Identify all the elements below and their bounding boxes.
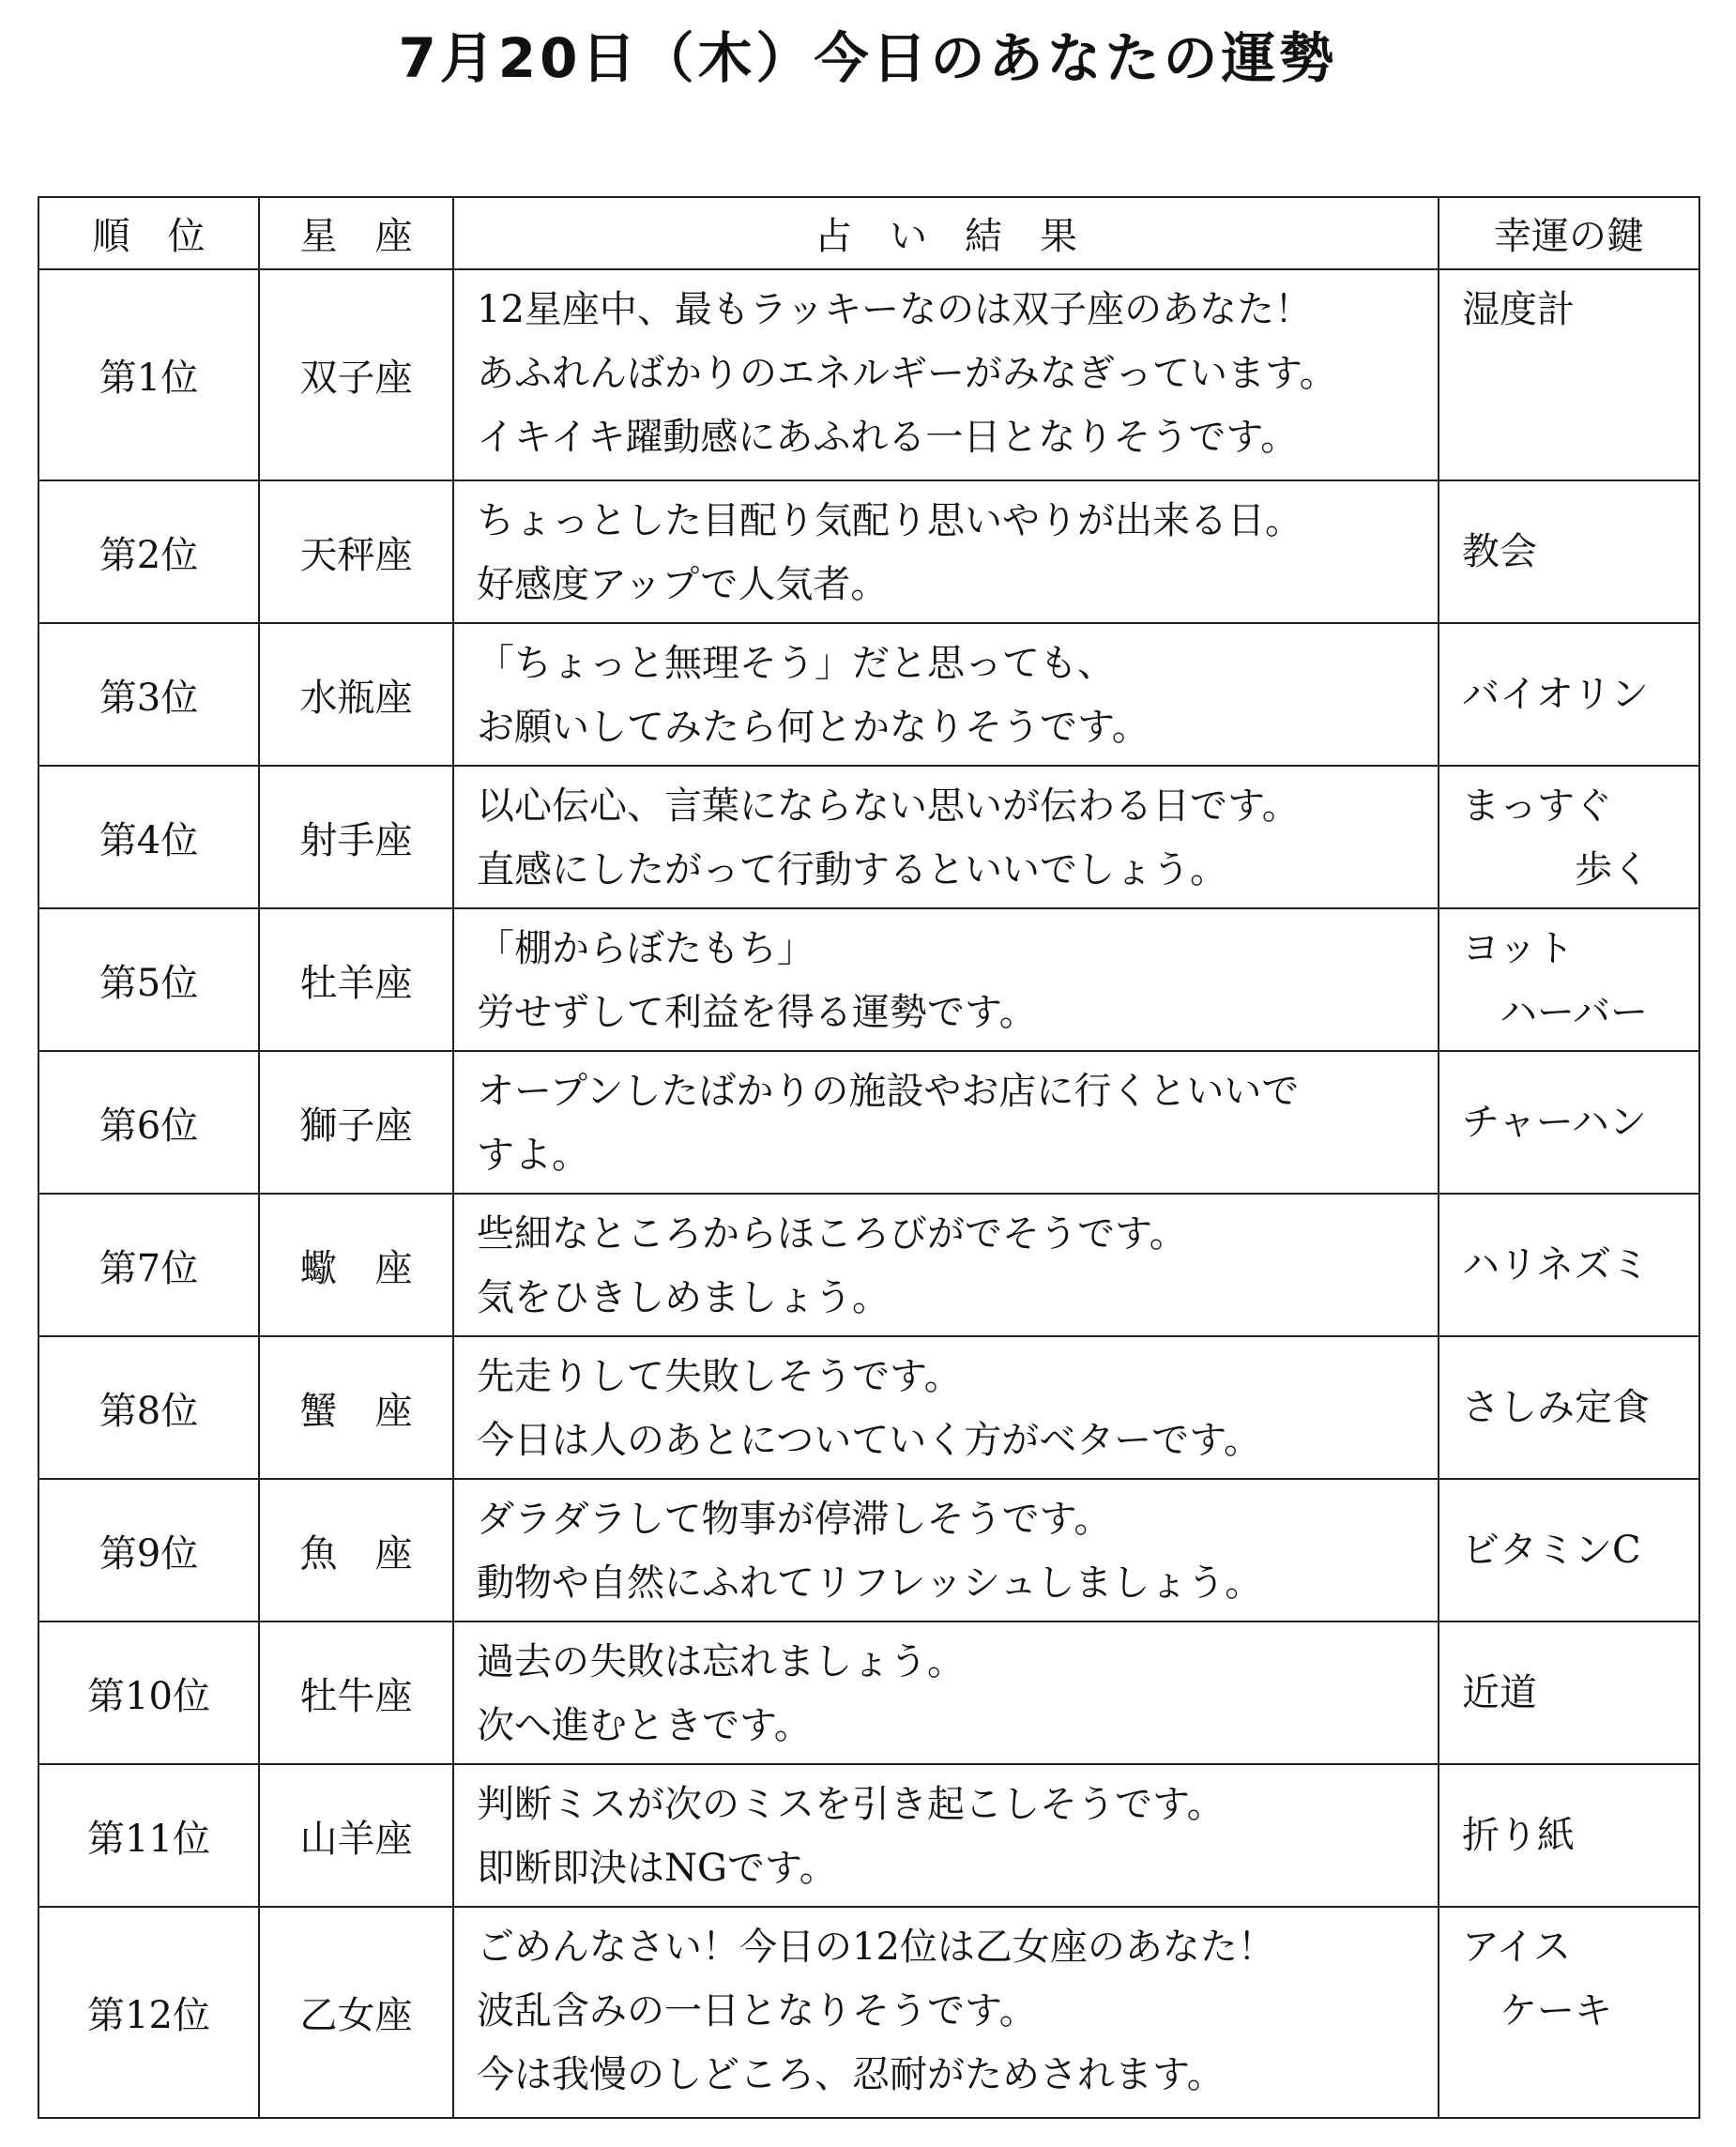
rank-cell: 第11位: [38, 1764, 259, 1907]
rank-cell: 第6位: [38, 1051, 259, 1194]
lucky-key-cell: ヨット ハーバー: [1439, 908, 1699, 1051]
result-cell: 「ちょっと無理そう」だと思っても、 お願いしてみたら何とかなりそうです。: [453, 623, 1439, 766]
rank-cell: 第10位: [38, 1622, 259, 1764]
lucky-key-cell: まっすぐ 歩く: [1439, 766, 1699, 908]
page-title: 7月20日（木）今日のあなたの運勢: [398, 26, 1338, 90]
result-cell: 先走りして失敗しそうです。 今日は人のあとについていく方がベターです。: [453, 1336, 1439, 1479]
table-row: [38, 766, 1699, 908]
table-row: [38, 623, 1699, 766]
header-key: 幸運の鍵: [1439, 197, 1699, 269]
result-cell: 12星座中、最もラッキーなのは双子座のあなた！ あふれんばかりのエネルギーがみなぎっています。 イキイキ躍動感にあふれる一日となりそうです。: [453, 269, 1439, 480]
rank-cell: 第8位: [38, 1336, 259, 1479]
sign-cell: 獅子座: [259, 1051, 453, 1194]
lucky-key-cell: チャーハン: [1439, 1051, 1699, 1194]
result-cell: ダラダラして物事が停滞しそうです。 動物や自然にふれてリフレッシュしましょう。: [453, 1479, 1439, 1622]
rank-cell: 第5位: [38, 908, 259, 1051]
result-cell: 以心伝心、言葉にならない思いが伝わる日です。 直感にしたがって行動するといいでしょう。: [453, 766, 1439, 908]
sign-cell: 双子座: [259, 269, 453, 480]
result-cell: ごめんなさい！今日の12位は乙女座のあなた！ 波乱含みの一日となりそうです。 今は我慢のしどころ、忍耐がためされます。: [453, 1907, 1439, 2118]
table-row: [38, 269, 1699, 480]
rank-cell: 第12位: [38, 1907, 259, 2118]
table-row: [38, 1479, 1699, 1622]
sign-cell: 魚 座: [259, 1479, 453, 1622]
sign-cell: 蠍 座: [259, 1194, 453, 1336]
sign-cell: 牡牛座: [259, 1622, 453, 1764]
header-sign: 星 座: [259, 197, 453, 269]
table-row: [38, 480, 1699, 623]
header-result: 占 い 結 果: [453, 197, 1439, 269]
result-cell: 過去の失敗は忘れましょう。 次へ進むときです。: [453, 1622, 1439, 1764]
sign-cell: 蟹 座: [259, 1336, 453, 1479]
lucky-key-cell: 近道: [1439, 1622, 1699, 1764]
table-row: [38, 1907, 1699, 2118]
result-cell: ちょっとした目配り気配り思いやりが出来る日。 好感度アップで人気者。: [453, 480, 1439, 623]
lucky-key-cell: 湿度計: [1439, 269, 1699, 480]
lucky-key-cell: 折り紙: [1439, 1764, 1699, 1907]
table-row: [38, 1764, 1699, 1907]
rank-cell: 第1位: [38, 269, 259, 480]
lucky-key-cell: バイオリン: [1439, 623, 1699, 766]
result-cell: オープンしたばかりの施設やお店に行くといいで すよ。: [453, 1051, 1439, 1194]
rank-cell: 第4位: [38, 766, 259, 908]
sign-cell: 射手座: [259, 766, 453, 908]
table-row: [38, 1194, 1699, 1336]
sign-cell: 乙女座: [259, 1907, 453, 2118]
table-row: [38, 1622, 1699, 1764]
sign-cell: 山羊座: [259, 1764, 453, 1907]
header-rank: 順 位: [38, 197, 259, 269]
lucky-key-cell: 教会: [1439, 480, 1699, 623]
lucky-key-cell: さしみ定食: [1439, 1336, 1699, 1479]
result-cell: 判断ミスが次のミスを引き起こしそうです。 即断即決はNGです。: [453, 1764, 1439, 1907]
fortune-table: [38, 196, 1700, 2119]
rank-cell: 第3位: [38, 623, 259, 766]
rank-cell: 第2位: [38, 480, 259, 623]
sign-cell: 天秤座: [259, 480, 453, 623]
sign-cell: 水瓶座: [259, 623, 453, 766]
sign-cell: 牡羊座: [259, 908, 453, 1051]
lucky-key-cell: ハリネズミ: [1439, 1194, 1699, 1336]
lucky-key-cell: アイス ケーキ: [1439, 1907, 1699, 2118]
rank-cell: 第9位: [38, 1479, 259, 1622]
result-cell: 些細なところからほころびがでそうです。 気をひきしめましょう。: [453, 1194, 1439, 1336]
table-header-row: [38, 197, 1699, 269]
result-cell: 「棚からぼたもち」 労せずして利益を得る運勢です。: [453, 908, 1439, 1051]
rank-cell: 第7位: [38, 1194, 259, 1336]
table-row: [38, 1336, 1699, 1479]
table-row: [38, 908, 1699, 1051]
lucky-key-cell: ビタミンC: [1439, 1479, 1699, 1622]
table-row: [38, 1051, 1699, 1194]
